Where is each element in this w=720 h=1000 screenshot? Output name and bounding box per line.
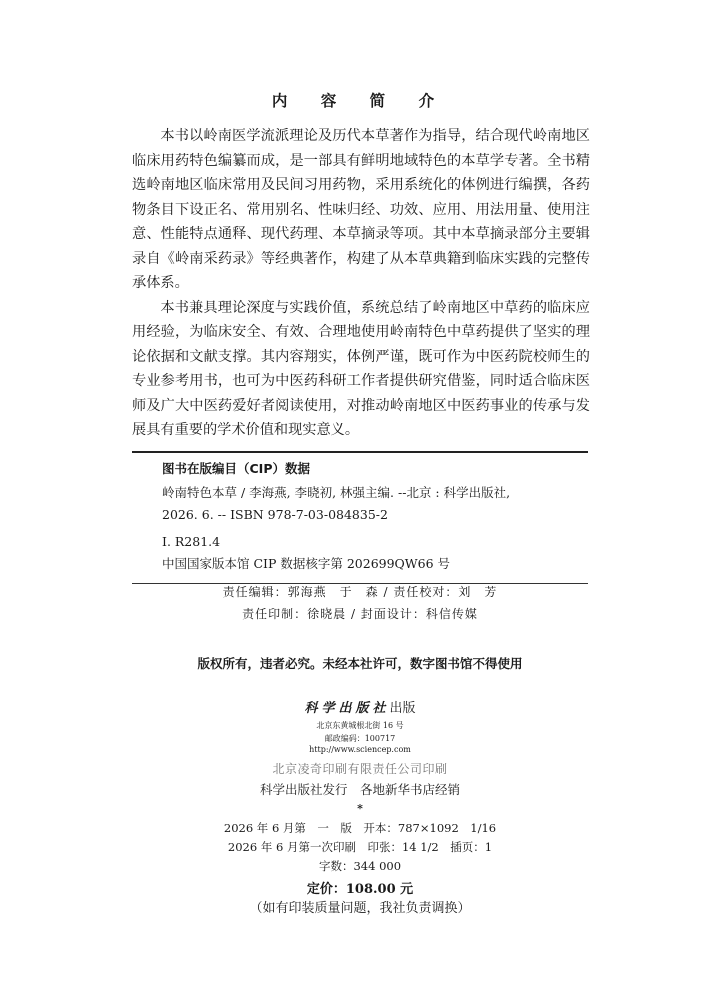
cip-line: 2026. 6. -- ISBN 978-7-03-084835-2: [162, 507, 388, 522]
editors-line: 责任编辑：郭海燕 于 森 / 责任校对：刘 芳: [222, 585, 498, 599]
summary-paragraph: 本书以岭南医学流派理论及历代本草著作为指导，结合现代岭南地区临床用药特色编纂而成，是一部具有鲜明地域特色的本草学专著。全书精选岭南地区临床常用及民间习用药物，采用系统化的体例进行编撰，各药物条目下设正名、常用别名、性味归经、功效、应用、用法用量、使用注意、性能特点通释、现代药理、本草摘录等项。其中本草摘录部分主要辑录自《岭南采药录》等经典著作，构建了从本草典籍到临床实践的完整传承体系。: [132, 128, 590, 291]
rights-notice: 版权所有，违者必究。未经本社许可，数字图书馆不得使用: [197, 656, 523, 671]
edition-line: 2026 年 6 月第一次印刷 印张：14 1/2 插页：1: [227, 840, 493, 854]
cip-line: 岭南特色本草 / 李海燕, 李晓初, 林强主编. --北京 : 科学出版社,: [162, 485, 511, 500]
cip-block: [132, 451, 588, 584]
publisher-address: 北京东黄城根北街 16 号: [316, 721, 404, 730]
summary: [132, 124, 590, 443]
cip-line: Ⅰ. R281.4: [162, 534, 221, 549]
page-title: 内 容 简 介: [271, 92, 449, 110]
publisher-url: http://www.sciencep.com: [309, 745, 411, 754]
cip-line: 中国国家版本馆 CIP 数据核字第 202699QW66 号: [162, 556, 451, 571]
word-count: 字数：344 000: [318, 859, 402, 873]
separator-star: *: [357, 802, 363, 815]
publisher-postcode: 邮政编码：100717: [324, 734, 396, 743]
printer-line: 北京凌奇印刷有限责任公司印刷: [272, 762, 448, 776]
distribution-line: 科学出版社发行 各地新华书店经销: [259, 782, 460, 797]
editors-line: 责任印制：徐晓晨 / 封面设计：科信传媒: [242, 607, 478, 621]
publisher-logo: 科学出版社: [304, 701, 390, 716]
return-note: （如有印装质量问题，我社负责调换）: [249, 901, 471, 916]
edition-line: 2026 年 6 月第 一 版 开本：787×1092 1/16: [223, 821, 497, 835]
summary-paragraph: 本书兼具理论深度与实践价值，系统总结了岭南地区中草药的临床应用经验，为临床安全、有效、合理地使用岭南特色中草药提供了坚实的理论依据和文献支撑。其内容翔实，体例严谨，既可作为中医药院校师生的专业参考用书，也可为中医药科研工作者提供研究借鉴，同时适合临床医师及广大中医药爱好者阅读使用，对推动岭南地区中医药事业的传承与发展具有重要的学术价值和现实意义。: [132, 299, 590, 438]
publisher-suffix: 出版: [389, 701, 416, 716]
publisher-line: [0, 697, 720, 716]
price: 定价：108.00 元: [306, 882, 414, 897]
cip-heading: 图书在版编目（CIP）数据: [162, 461, 310, 476]
